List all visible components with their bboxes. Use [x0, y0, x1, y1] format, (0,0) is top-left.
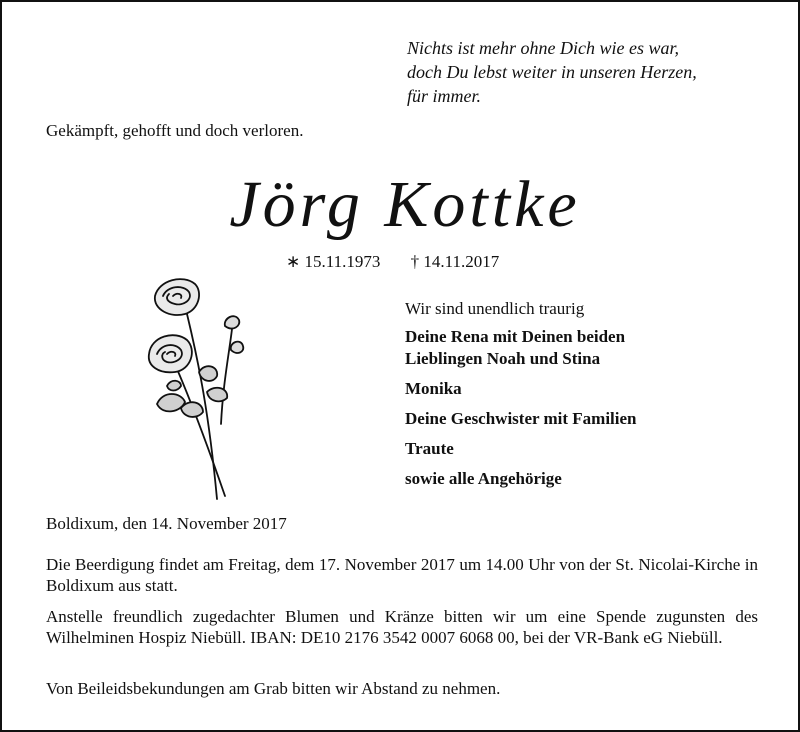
deceased-name: Jörg Kottke [229, 168, 581, 241]
life-dates [286, 252, 525, 272]
donation-info: Anstelle freundlich zugedachter Blumen und Kränze bitten wir um eine Spende zugunsten des Wilhelminen Hospiz Niebüll. IBAN: DE10 2176 3542 0007 6068 00, bei der VR-Bank eG Niebüll. [46, 607, 758, 647]
quote-line: für immer. [407, 86, 482, 106]
intro-text: Gekämpft, gehofft und doch verloren. [46, 121, 304, 140]
mourner-entry: Monika [405, 379, 462, 398]
mourner-entry: Deine Geschwister mit Familien [405, 409, 637, 428]
funeral-info: Die Beerdigung findet am Freitag, dem 17. November 2017 um 14.00 Uhr von der St. Nicolai-Kirche in Boldixum aus statt. [46, 555, 758, 595]
quote-line: doch Du lebst weiter in unseren Herzen, [407, 62, 697, 82]
mourner-entry: Traute [405, 439, 454, 458]
condolence-note: Von Beileidsbekundungen am Grab bitten wir Abstand zu nehmen. [46, 679, 501, 698]
mourners-list [405, 298, 637, 498]
birth-date: ∗ 15.11.1973 [286, 252, 381, 271]
mourner-entry: sowie alle Angehörige [405, 469, 562, 488]
mourners-lead: Wir sind unendlich traurig [405, 299, 585, 318]
quote-line: Nichts ist mehr ohne Dich wie es war, [407, 38, 679, 58]
rose-icon [137, 274, 267, 504]
mourner-entry: Deine Rena mit Deinen beiden Lieblingen Noah und Stina [405, 327, 626, 368]
memorial-quote [407, 36, 697, 108]
death-date: † 14.11.2017 [410, 252, 500, 271]
place-date: Boldixum, den 14. November 2017 [46, 514, 287, 533]
